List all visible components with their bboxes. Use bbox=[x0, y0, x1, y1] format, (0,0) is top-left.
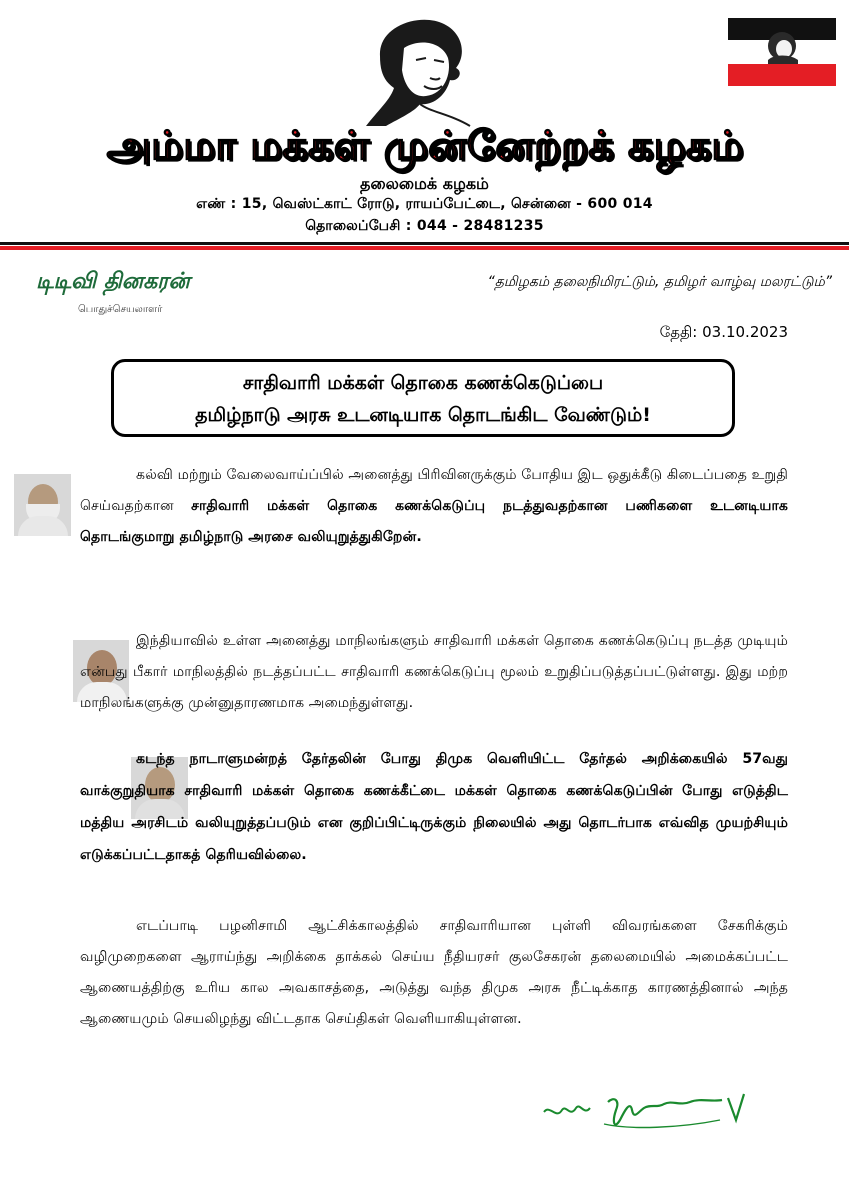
paragraph-4-text: எடப்பாடி பழனிசாமி ஆட்சிக்காலத்தில் சாதிவாரியான புள்ளி விவரங்களை சேகரிக்கும் வழிமுறைகளை ஆராய்ந்து அறிக்கை தாக்கல் செய்ய நீதியரசர் குலசேகரன் தலைமையில் அமைக்கப்பட்ட ஆணையத்திற்கு உரிய கால அவகாசத்தை, அடுத்து வந்த திமுக அரசு நீட்டிக்காத காரணத்தினால் அந்த ஆணையமும் செயலிழந்து விட்டதாக செய்திகள் வெளியாகியுள்ளன. bbox=[80, 918, 788, 1027]
paragraph-2 bbox=[80, 626, 788, 719]
party-name-banner: அம்மா மக்கள் முன்னேற்றக் கழகம் bbox=[106, 123, 744, 169]
paragraph-2-text: இந்தியாவில் உள்ள அனைத்து மாநிலங்களும் சாதிவாரி மக்கள் தொகை கணக்கெடுப்பு நடத்த முடியும் என்பது பீகார் மாநிலத்தில் நடத்தப்பட்ட சாதிவாரி கணக்கெடுப்பு மூலம் உறுதிப்படுத்தப்பட்டுள்ளது. இது மற்ற மாநிலங்களுக்கு முன்னுதாரணமாக அமைந்துள்ளது. bbox=[80, 633, 788, 711]
document-date: தேதி: 03.10.2023 bbox=[659, 323, 788, 341]
leader-name: டிடிவி தினகரன் bbox=[36, 268, 190, 294]
header-divider-red bbox=[0, 246, 849, 250]
signature-icon bbox=[540, 1090, 750, 1140]
paragraph-4 bbox=[80, 911, 788, 1035]
header-divider-black bbox=[0, 242, 849, 245]
paragraph-1-bold: சாதிவாரி மக்கள் தொகை கணக்கெடுப்பு நடத்துவதற்கான பணிகளை உடனடியாக தொடங்குமாறு தமிழ்நாடு அரசை வலியுறுத்துகிறேன். bbox=[80, 498, 788, 545]
headline-box bbox=[111, 359, 735, 437]
jayalalithaa-portrait-icon bbox=[360, 8, 490, 128]
phone-line: தொலைப்பேசி : 044 - 28481235 bbox=[305, 218, 544, 234]
portrait-1 bbox=[14, 474, 71, 536]
address-line: எண் : 15, வெஸ்ட்காட் ரோடு, ராயப்பேட்டை, சென்னை - 600 014 bbox=[196, 196, 653, 212]
headline-line-2: தமிழ்நாடு அரசு உடனடியாக தொடங்கிட வேண்டும்! bbox=[195, 404, 651, 426]
leader-portraits-icon bbox=[14, 14, 188, 76]
paragraph-1-plain: கல்வி மற்றும் வேலைவாய்ப்பில் அனைத்து பிரிவினருக்கும் போதிய இட ஒதுக்கீடு கிடைப்பதை உறுதி செய்வதற்கான bbox=[80, 467, 788, 514]
paragraph-3 bbox=[80, 743, 788, 871]
paragraph-3-text: கடந்த நாடாளுமன்றத் தேர்தலின் போது திமுக வெளியிட்ட தேர்தல் அறிக்கையில் 57வது வாக்குறுதியாக சாதிவாரி மக்கள் தொகை கணக்கீட்டை மக்கள் தொகை கணக்கெடுப்பின் போது எடுத்திட மத்திய அரசிடம் வலியுறுத்தப்படும் என குறிப்பிட்டிருக்கும் நிலையில் அது தொடர்பாக எவ்வித முயற்சியும் எடுக்கப்பட்டதாகத் தெரியவில்லை. bbox=[80, 751, 788, 863]
paragraph-1 bbox=[80, 460, 788, 553]
headquarters-label: தலைமைக் கழகம் bbox=[360, 174, 489, 193]
party-motto: “தமிழகம் தலைநிமிரட்டும், தமிழர் வாழ்வு மலரட்டும்” bbox=[487, 274, 832, 290]
headline-line-1: சாதிவாரி மக்கள் தொகை கணக்கெடுப்பை bbox=[242, 372, 604, 394]
party-flag-icon bbox=[728, 18, 836, 86]
leader-title: பொதுச்செயலாளர் bbox=[78, 304, 163, 315]
